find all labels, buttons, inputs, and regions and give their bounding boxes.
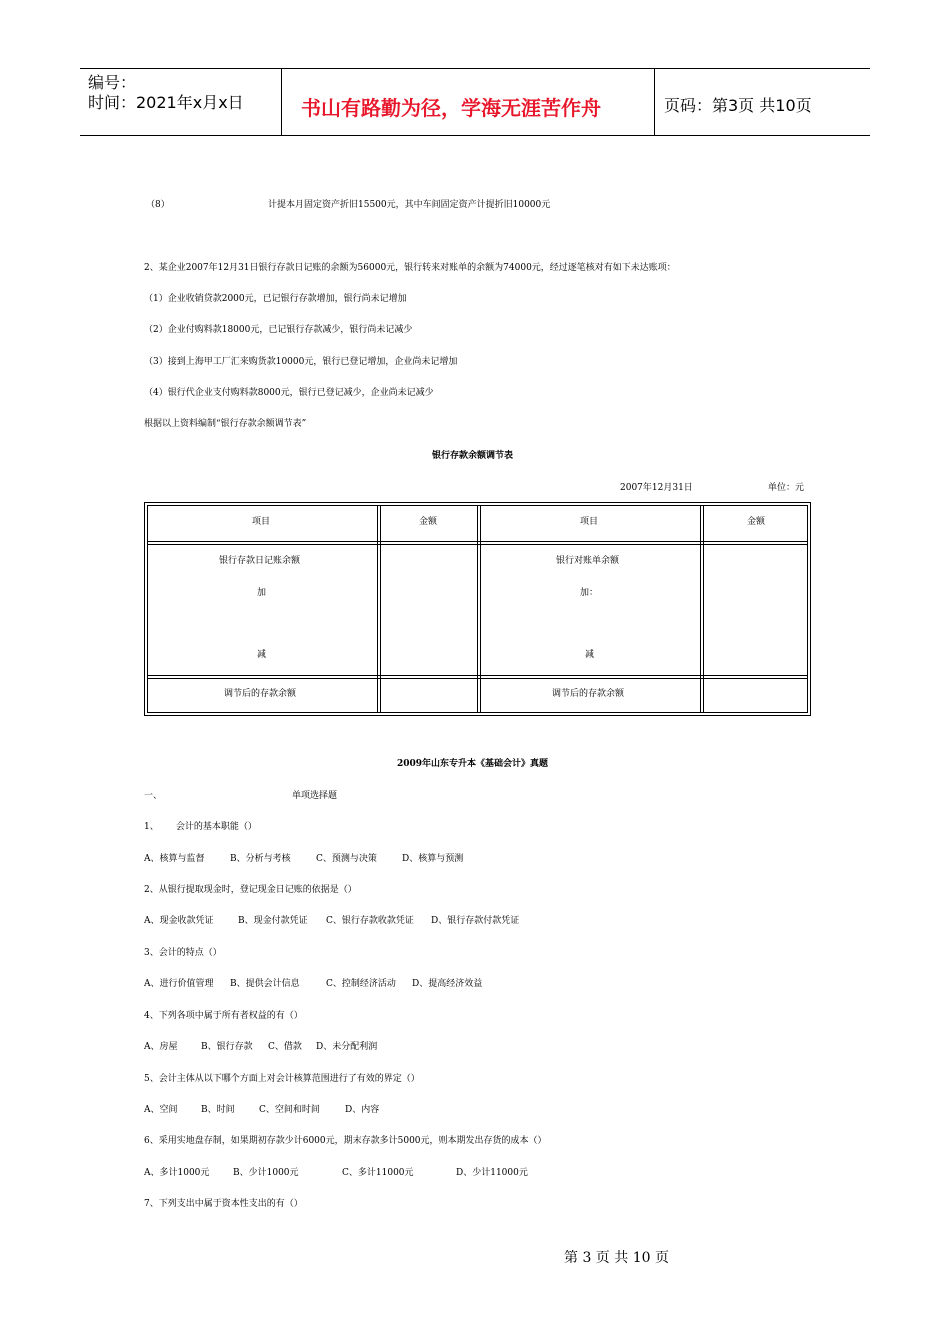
- table-cell-subtract: 减: [585, 650, 595, 660]
- table-header-item: 项目: [580, 517, 599, 527]
- question-text: 2、从银行提取现金时，登记现金日记账的依据是（）: [144, 885, 357, 895]
- table-cell-adjusted-balance: 调节后的存款余额: [552, 689, 625, 699]
- option: B、分析与考核: [230, 854, 291, 864]
- table-title: 银行存款余额调节表: [432, 451, 514, 461]
- option: B、现金付款凭证: [238, 916, 308, 926]
- header-motto: 书山有路勤为径，学海无涯苦作舟: [301, 96, 601, 120]
- table-row-divider: [147, 541, 808, 542]
- option: C、借款: [268, 1042, 302, 1052]
- option: A、核算与监督: [144, 854, 205, 864]
- table-date: 2007年12月31日: [620, 483, 693, 493]
- page-footer: 第 3 页 共 10 页: [564, 1250, 669, 1266]
- option: B、少计1000元: [233, 1168, 299, 1178]
- table-cell-add: 加: [257, 588, 267, 598]
- header-time-label: 时间：2021年x月x日: [88, 93, 244, 112]
- table-col-divider: [380, 505, 381, 713]
- item8-text: 计提本月固定资产折旧15500元，其中车间固定资产计提折旧10000元: [268, 200, 551, 210]
- exam-title: 2009年山东专升本《基础会计》真题: [397, 759, 549, 769]
- question-2-item: （4）银行代企业支付购料款8000元，银行已登记减少，企业尚未记减少: [144, 388, 434, 398]
- section-label: 单项选择题: [292, 791, 338, 801]
- header-top-rule: [80, 68, 870, 69]
- table-row-divider: [147, 544, 808, 545]
- table-col-divider: [703, 505, 704, 713]
- option: C、控制经济活动: [326, 979, 396, 989]
- table-cell-adjusted-balance: 调节后的存款余额: [224, 689, 297, 699]
- table-col-divider: [700, 505, 701, 713]
- table-header-amount: 金额: [747, 517, 766, 527]
- question-text: 4、下列各项中属于所有者权益的有（）: [144, 1011, 303, 1021]
- header-number-label: 编号：: [88, 73, 137, 92]
- header-divider-right: [654, 68, 655, 136]
- table-cell-subtract: 减: [257, 650, 267, 660]
- table-cell-add: 加：: [580, 588, 599, 598]
- option: D、银行存款付款凭证: [431, 916, 520, 926]
- table-col-divider: [480, 505, 481, 713]
- table-row-divider: [147, 675, 808, 676]
- option: C、预测与决策: [316, 854, 377, 864]
- table-unit: 单位：元: [768, 483, 805, 493]
- option: A、多计1000元: [144, 1168, 210, 1178]
- header-bottom-rule: [80, 135, 870, 136]
- option: C、多计11000元: [342, 1168, 414, 1178]
- option: D、少计11000元: [456, 1168, 528, 1178]
- question-2-item: （2）企业付购料款18000元，已记银行存款减少，银行尚未记减少: [144, 325, 413, 335]
- option: C、空间和时间: [259, 1105, 320, 1115]
- option: A、空间: [144, 1105, 178, 1115]
- question-text: 3、会计的特点（）: [144, 948, 222, 958]
- header-page-label: 页码：第3页 共10页: [664, 96, 812, 115]
- table-cell-bank-statement-balance: 银行对账单余额: [556, 556, 620, 566]
- question-text: 7、下列支出中属于资本性支出的有（）: [144, 1199, 303, 1209]
- option: B、时间: [201, 1105, 235, 1115]
- option: A、现金收款凭证: [144, 916, 214, 926]
- table-cell-book-balance: 银行存款日记账余额: [219, 556, 301, 566]
- question-text: 6、采用实地盘存制，如果期初存款少计6000元，期末存款多计5000元，则本期发出存货的成本（）: [144, 1136, 547, 1146]
- table-col-divider: [377, 505, 378, 713]
- option: C、银行存款收款凭证: [326, 916, 414, 926]
- option: D、核算与预测: [402, 854, 464, 864]
- table-row-divider: [147, 678, 808, 679]
- question-2-instruction: 根据以上资料编制“银行存款余额调节表”: [144, 419, 307, 429]
- question-text: 5、会计主体从以下哪个方面上对会计核算范围进行了有效的界定（）: [144, 1074, 420, 1084]
- option: D、未分配利润: [316, 1042, 378, 1052]
- table-header-amount: 金额: [419, 517, 438, 527]
- option: A、进行价值管理: [144, 979, 214, 989]
- question-2-item: （1）企业收销贷款2000元，已记银行存款增加，银行尚未记增加: [144, 294, 407, 304]
- table-header-item: 项目: [252, 517, 271, 527]
- option: D、提高经济效益: [412, 979, 483, 989]
- question-2-item: （3）接到上海甲工厂汇来购货款10000元，银行已登记增加，企业尚未记增加: [144, 357, 458, 367]
- option: D、内容: [345, 1105, 380, 1115]
- section-number: 一、: [144, 791, 163, 801]
- option: A、房屋: [144, 1042, 178, 1052]
- header-divider-left: [281, 68, 282, 136]
- question-text: 1、 会计的基本职能（）: [144, 822, 257, 832]
- item8-number: （8）: [146, 200, 170, 210]
- question-2-intro: 2、某企业2007年12月31日银行存款日记账的余额为56000元，银行转来对账单的余额为74000元，经过逐笔核对有如下未达账项：: [144, 263, 676, 273]
- option: B、提供会计信息: [230, 979, 300, 989]
- option: B、银行存款: [201, 1042, 253, 1052]
- table-col-divider: [477, 505, 478, 713]
